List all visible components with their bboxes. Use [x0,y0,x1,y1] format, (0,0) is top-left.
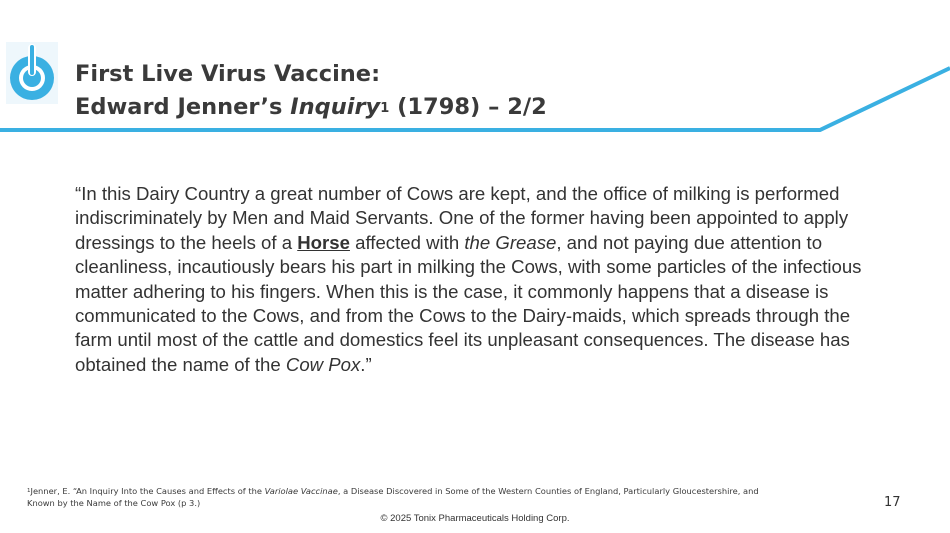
header-divider-line [0,66,950,136]
quote-part-4: .” [360,353,372,375]
page-number: 17 [884,495,901,510]
quote-horse-emphasis: Horse [297,231,350,253]
title-footnote-marker: 1 [380,101,390,116]
quote-part-3: , and not paying due attention to cleanliness, incautiously bears his part in milking the Cows, with some particles of the infectious matter adhering to his fingers. When this is the case, it commonly happens that a disease is communicated to the Cows, and from the Cows to the Dairy-maids, which spreads through the farm until most of the cattle and domestics feel its unpleasant consequences. The disease has obtained the name of the [75,231,862,375]
quote-part-1: “In this Dairy Country a great number of Cows are kept, and the office of milking is performed indiscriminately by Men and Maid Servants. One of the former having been appointed to apply dressings to the heels of a [75,183,849,253]
footnote-marker: 1 [27,488,31,494]
title-inquiry: Inquiry [290,94,381,120]
footnote [27,485,787,509]
title-line-2-prefix: Edward Jenner’s [75,94,291,120]
footnote-text-pre: Jenner, E. “An Inquiry Into the Causes and Effects of the [30,486,265,496]
title-line-2-suffix: (1798) – 2/2 [389,94,547,120]
quote-part-2: affected with [349,231,465,253]
quote-cow-pox: Cow Pox [285,353,361,375]
copyright-notice: © 2025 Tonix Pharmaceuticals Holding Corp. [380,513,570,524]
quote-the-grease: the Grease [464,231,557,253]
footnote-text-post: , a Disease Discovered in Some of the Western Counties of England, Particularly Gloucestershire, and Known by the Name of the Cow Pox (p 3.) [27,486,759,508]
title-line-1: First Live Virus Vaccine: [75,61,381,87]
footnote-italic: Variolae Vaccinae [264,486,338,496]
jenner-quote [75,182,865,377]
